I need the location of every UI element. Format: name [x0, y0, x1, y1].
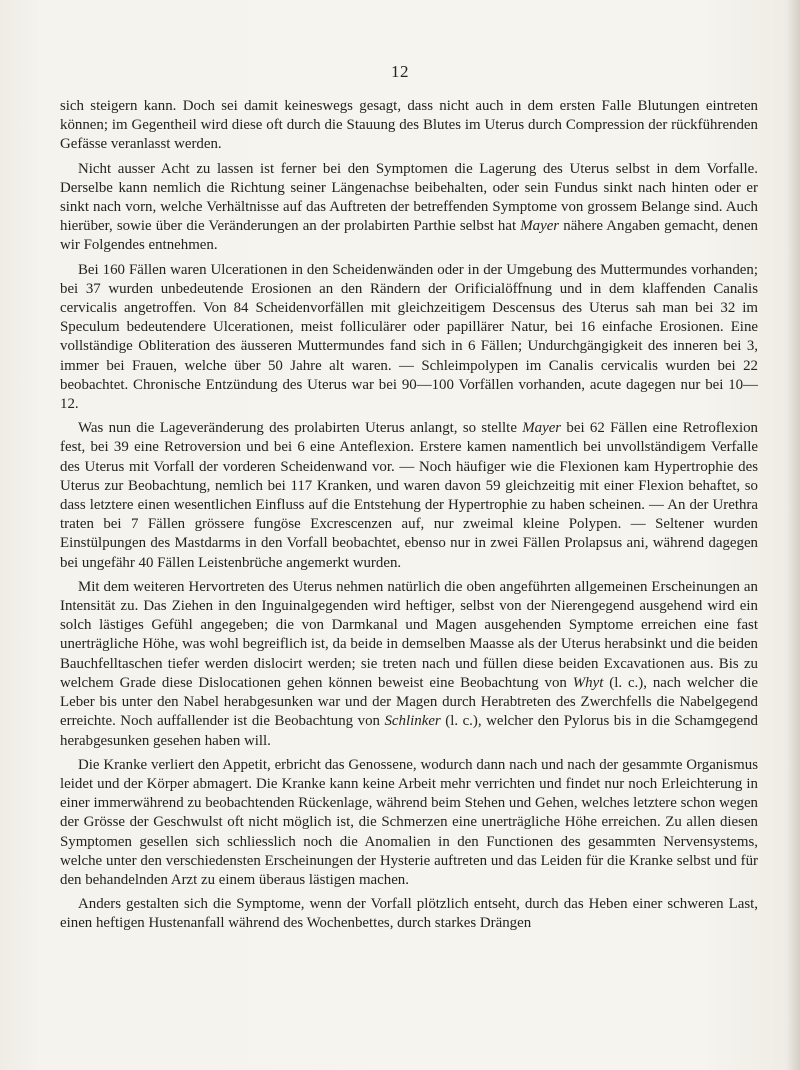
page-number: 12 — [391, 62, 409, 81]
paragraph-text: sich steigern kann. Doch sei damit keineswegs gesagt, dass nicht auch in dem ersten Falle Blutungen eintreten können; im Gegentheil wird diese oft durch die Stauung des Blutes im Uterus durch Compression der rückführenden Gefässe veranlasst werden. — [60, 98, 758, 153]
paragraph — [60, 419, 758, 573]
paragraph-text: nähere Angaben gemacht, denen wir Folgendes entnehmen. — [60, 218, 758, 254]
cited-author-name: Schlinker — [384, 713, 441, 730]
paragraph-text: Bei 160 Fällen waren Ulcerationen in den Scheidenwänden oder in der Umgebung des Muttermundes vorhanden; bei 37 wurden unbedeutende Erosionen an den Rändern der Orificialöffnung und in dem klaffenden Canalis cervicalis angetroffen. Von 84 Scheidenvorfällen mit gleichzeitigem Descensus des Uterus sah man bei 32 im Speculum bedeutendere Ulcerationen, meist folliculärer oder papillärer Natur, bei 16 einfache Erosionen. Eine vollständige Obliteration des äusseren Muttermundes fand sich in 6 Fällen; Undurchgängigkeit des inneren bei 3, immer bei Frauen, welche über 50 Jahre alt waren. — Schleimpolypen im Canalis cervicalis wurden bei 22 beobachtet. Chronische Entzündung des Uterus war bei 90—100 Vorfällen vorhanden, acute dagegen nur bei 10—12. — [60, 261, 758, 413]
paragraph-text: Nicht ausser Acht zu lassen ist ferner bei den Symptomen die Lagerung des Uterus selbst in dem Vorfalle. Derselbe kann nemlich die Richtung seiner Längenachse beibehalten, oder sein Fundus sinkt nach hinten oder er sinkt nach vorn, welche Verhältnisse auf das Auftreten der betreffenden Symptome von grossem Belange sind. Auch hierüber, sowie über die Veränderungen an der prolabirten Parthie selbst hat — [60, 160, 758, 235]
paragraph — [60, 578, 758, 751]
paragraph-text: Was nun die Lageveränderung des prolabirten Uterus anlangt, so stellte — [78, 420, 523, 437]
paragraph — [60, 756, 758, 890]
paragraph-text: Die Kranke verliert den Appetit, erbricht das Genossene, wodurch dann nach und nach der gesammte Organismus leidet und der Körper abmagert. Die Kranke kann keine Arbeit mehr verrichten und findet nur noch Erleichterung in einer immerwährend zu beobachtenden Rückenlage, während beim Stehen und Gehen, welches letztere schon wegen der Grösse der Geschwulst oft nicht möglich ist, die Schmerzen eine unerträgliche Höhe erreichen. Zu allen diesen Symptomen gesellen sich schliesslich noch die Anomalien in den Functionen des gesammten Nervensystems, welche unter den verschiedensten Erscheinungen der Hysterie auftreten und das Leiden für die Kranke selbst und für den behandelnden Arzt zu einem überaus lästigen machen. — [60, 756, 758, 888]
paragraph-text: (l. c.), nach welcher die Leber bis unter den Nabel herabgesunken war und der Magen durch Herabtreten des Zwerchfells die Nabelgegend erreichte. Noch auffallender ist die Beobachtung von — [60, 674, 759, 730]
paragraph — [60, 97, 758, 155]
paragraph — [60, 895, 758, 933]
cited-author-name: Mayer — [522, 420, 562, 437]
paragraph-text: (l. c.), welcher den Pylorus bis in die Schamgegend herabgesunken gesehen haben will. — [60, 713, 758, 749]
paragraph-text: Anders gestalten sich die Symptome, wenn der Vorfall plötzlich entseht, durch das Heben einer schweren Last, einen heftigen Hustenanfall während des Wochenbettes, durch starkes Drängen — [60, 896, 758, 932]
paragraph-text: bei 62 Fällen eine Retroflexion fest, bei 39 eine Retroversion und bei 6 eine Anteflexion. Erstere kamen namentlich bei unvollständigem Verfalle des Uterus mit Vorfall der vorderen Scheidenwand vor. — Noch häufiger wie die Flexionen kam Hypertrophie des Uterus zur Beobachtung, nemlich bei 117 Kranken, und waren davon 59 gleichzeitig mit einer Flexion behaftet, so dass letztere einen wesentlichen Einfluss auf die Entstehung der Hypertrophie zu haben scheinen. — An der Urethra traten bei 7 Fällen grössere fungöse Excrescenzen auf, nur zweimal kleine Polypen. — Seltener wurden Einstülpungen des Mastdarms in den Vorfall beobachtet, ebenso nur in zwei Fällen Prolapsus ani, während dagegen bei ungefähr 40 Fällen Leistenbrüche angemerkt wurden. — [60, 420, 758, 571]
cited-author-name: Whyt — [572, 674, 604, 691]
cited-author-name: Mayer — [520, 218, 560, 235]
body-text — [60, 97, 758, 939]
paragraph-text: Mit dem weiteren Hervortreten des Uterus nehmen natürlich die oben angeführten allgemeinen Erscheinungen an Intensität zu. Das Ziehen in den Inguinalgegenden wird heftiger, selbst von der Nierengegend ausgehend wird ein solch lästiges Gefühl angegeben; die von Darmkanal und Magen ausgehenden Symptome erreichen eine fast unerträgliche Höhe, was wohl begreiflich ist, da beide in demselben Maasse als der Uterus herabsinkt und die beiden Bauchfelltaschen tiefer werden dislocirt werden; sie treten nach und füllen diese beiden Excavationen aus. Bis zu welchem Grade diese Dislocationen gehen können beweist eine Beobachtung von — [60, 578, 758, 691]
page-edge-shadow — [786, 0, 800, 1070]
paragraph — [60, 261, 758, 415]
paragraph — [60, 160, 758, 256]
